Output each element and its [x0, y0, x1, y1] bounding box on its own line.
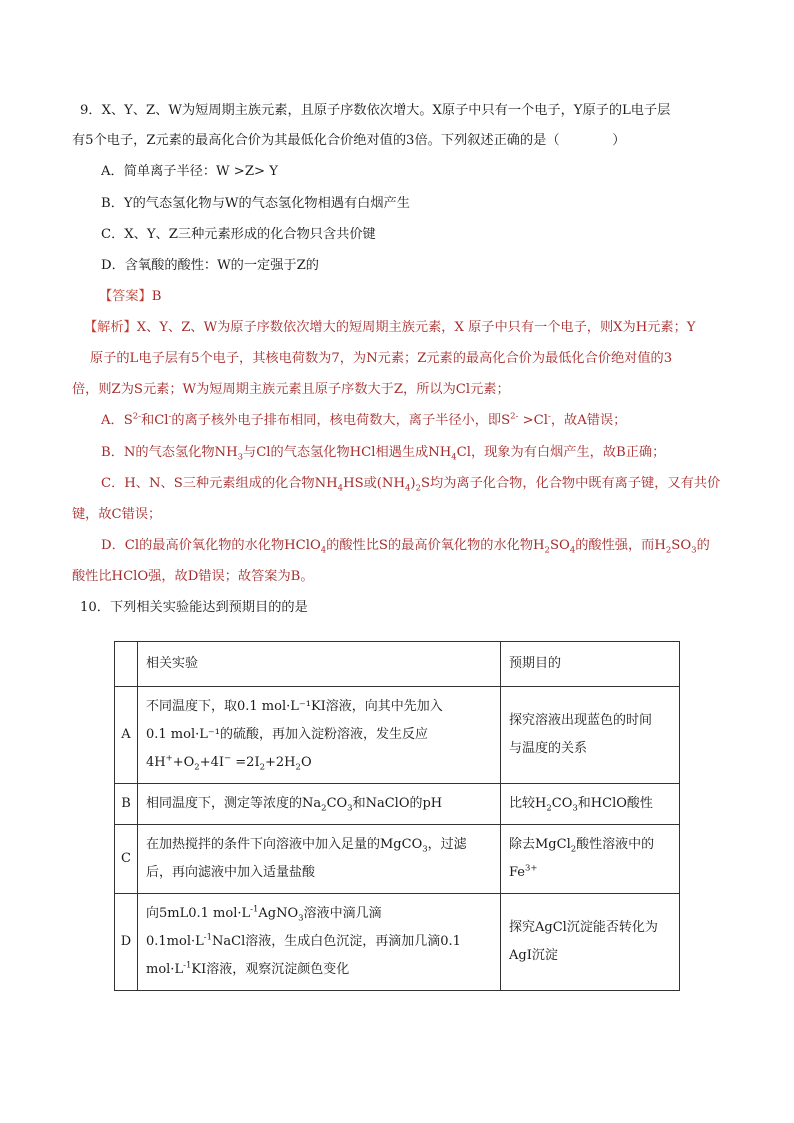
cell-line — [509, 859, 671, 887]
header-experiment-cell: 相关实验 — [138, 642, 501, 687]
superscript: + — [165, 753, 173, 764]
text-run: A．S — [101, 413, 133, 428]
analysis-option-d-line2: 酸性比HClO强，故D错误；故答案为B。 — [72, 569, 314, 584]
subscript: 3 — [347, 803, 353, 814]
q9-answer — [99, 287, 161, 307]
row-a-experiment — [138, 687, 501, 784]
subscript: 2 — [546, 803, 552, 814]
text-run: D．Cl的最高价氧化物的水化物HClO — [101, 538, 321, 553]
subscript: 4 — [320, 545, 327, 556]
answer-value: B — [151, 289, 162, 304]
analysis-label: 【解析】 — [84, 320, 137, 335]
table-row — [115, 687, 680, 784]
cell-line — [146, 900, 492, 928]
q10-stem: 10．下列相关实验能达到预期目的的是 — [80, 600, 308, 615]
eq-run: +4I — [199, 755, 225, 770]
q9-stem-line1: 9．X、Y、Z、W为短周期主族元素，且原子序数依次增大。X原子中只有一个电子，Y原子的L电子层 — [80, 103, 671, 118]
eq-run: O — [300, 755, 312, 770]
subscript: 4 — [337, 483, 344, 494]
cell-text: 和NaClO的pH — [352, 796, 443, 811]
table-header-row — [115, 642, 680, 687]
cell-text: 向5mL0.1 mol·L — [146, 906, 251, 921]
q9-stem-line2: 有5个电子，Z元素的最高化合价为其最低化合价绝对值的3倍。下列叙述正确的是（ ） — [72, 133, 626, 148]
q9-option-c: C．X、Y、Z三种元素形成的化合物只含共价键 — [101, 227, 376, 242]
superscript: 2- — [132, 411, 142, 422]
superscript: 2- — [510, 411, 519, 422]
reaction-equation — [146, 749, 492, 777]
cell-text: 探究溶液出现蓝色的时间 — [509, 713, 653, 728]
row-d-goal — [501, 894, 680, 991]
cell-text: 0.1mol·L — [146, 934, 204, 949]
cell-text: mol·L — [146, 962, 184, 977]
text-run: S均为离子化合物，化合物中既有离子键，又有共价 — [420, 476, 721, 491]
cell-text: 和HClO酸性 — [577, 796, 653, 811]
subscript: 2 — [194, 762, 200, 773]
subscript: 2 — [665, 545, 672, 556]
eq-run: =2I — [231, 755, 260, 770]
table-row — [115, 894, 680, 991]
row-b-experiment — [138, 784, 501, 825]
superscript: -1 — [250, 904, 259, 915]
table-row — [115, 784, 680, 825]
table-row — [115, 825, 680, 894]
superscript: -1 — [203, 932, 213, 943]
cell-text: CO — [326, 796, 348, 811]
cell-text: 酸性溶液中的 — [576, 837, 655, 852]
text-run: Cl，现象为有白烟产生，故B正确； — [456, 445, 666, 460]
cell-text: AgI沉淀 — [509, 948, 558, 963]
analysis-option-a — [101, 411, 626, 431]
q9-option-d: D．含氧酸的酸性：W的一定强于Z的 — [101, 258, 319, 273]
subscript: 3 — [298, 913, 304, 924]
row-key-c: C — [115, 825, 138, 894]
cell-text: 相同温度下，测定等浓度的Na — [146, 796, 322, 811]
header-key-cell — [115, 642, 138, 687]
row-c-experiment — [138, 825, 501, 894]
analysis-text: X、Y、Z、W为原子序数依次增大的短周期主族元素，X 原子中只有一个电子，则X为H元素；Y — [136, 320, 696, 335]
cell-text: NaCl溶液，生成白色沉淀，再滴加几滴0.1 — [212, 934, 461, 949]
row-key-b: B — [115, 784, 138, 825]
cell-line — [146, 928, 492, 956]
text-run: 的酸性比S的最高价氧化物的水化物H — [326, 538, 545, 553]
row-key-a: A — [115, 687, 138, 784]
superscript: − — [224, 753, 232, 764]
analysis-option-c-line2: 键，故C错误； — [72, 507, 162, 522]
q9-option-a: A．简单离子半径：W >Z> Y — [101, 164, 278, 179]
text-run: 的离子核外电子排布相同，核电荷数大，离子半径小，即S — [171, 413, 511, 428]
cell-text: 探究AgCl沉淀能否转化为 — [509, 920, 658, 935]
header-goal-cell: 预期目的 — [501, 642, 680, 687]
cell-text: 0.1 mol·L⁻¹的硫酸，再加入淀粉溶液，发生反应 — [146, 727, 428, 742]
cell-text: 后，再向滤液中加入适量盐酸 — [146, 865, 316, 880]
subscript: 2 — [415, 483, 421, 494]
text-run: C．H、N、S三种元素组成的化合物NH — [101, 476, 338, 491]
cell-text: AgNO — [258, 906, 299, 921]
cell-line — [146, 831, 492, 859]
subscript: 2 — [544, 545, 550, 556]
analysis-option-c — [101, 474, 720, 494]
experiment-table — [114, 641, 680, 991]
superscript: - — [547, 411, 551, 422]
subscript: 4 — [569, 545, 576, 556]
subscript: 3 — [572, 803, 578, 814]
subscript: 4 — [451, 452, 457, 463]
text-run: ，故A错误； — [550, 413, 627, 428]
subscript: 4 — [404, 483, 411, 494]
eq-run: +O — [172, 755, 195, 770]
eq-run: 4H — [146, 755, 166, 770]
row-b-goal — [501, 784, 680, 825]
cell-line — [146, 956, 492, 984]
cell-text: CO — [551, 796, 573, 811]
answer-label: 【答案】 — [99, 289, 152, 304]
superscript: 3+ — [525, 863, 538, 874]
text-run: 的 — [696, 538, 710, 553]
cell-text: 在加热搅拌的条件下向溶液中加入足量的MgCO — [146, 837, 423, 852]
text-run: >Cl — [518, 413, 548, 428]
analysis-line3: 倍，则Z为S元素；W为短周期主族元素且原子序数大于Z，所以为Cl元素； — [72, 382, 510, 397]
cell-text: Fe — [509, 865, 526, 880]
superscript: -1 — [183, 960, 192, 971]
row-c-goal — [501, 825, 680, 894]
analysis-option-b — [101, 443, 665, 463]
text-run: 与Cl的气态氢化物HCl相遇生成NH — [243, 445, 452, 460]
cell-line — [509, 831, 671, 859]
text-run: ) — [410, 476, 416, 491]
cell-text: 与温度的关系 — [509, 741, 588, 756]
subscript: 3 — [691, 545, 697, 556]
subscript: 2 — [321, 803, 327, 814]
eq-run: +2H — [265, 755, 296, 770]
subscript: 3 — [237, 452, 244, 463]
row-a-goal — [501, 687, 680, 784]
subscript: 2 — [295, 762, 301, 773]
subscript: 2 — [570, 844, 577, 855]
superscript: - — [168, 411, 172, 422]
cell-text: 除去MgCl — [509, 837, 571, 852]
subscript: 2 — [259, 762, 266, 773]
cell-text: 溶液中滴几滴 — [303, 906, 382, 921]
row-key-d: D — [115, 894, 138, 991]
subscript: 3 — [422, 844, 428, 855]
q9-option-b: B．Y的气态氢化物与W的气态氢化物相遇有白烟产生 — [101, 196, 410, 211]
cell-text: 不同温度下，取0.1 mol·L⁻¹KI溶液，向其中先加入 — [146, 699, 443, 714]
text-run: SO — [671, 538, 692, 553]
analysis-line2: 原子的L电子层有5个电子，其核电荷数为7，为N元素；Z元素的最高化合价为最低化合价绝对值的3 — [90, 351, 673, 366]
cell-text: 比较H — [509, 796, 547, 811]
cell-text: ，过滤 — [427, 837, 467, 852]
cell-text: KI溶液，观察沉淀颜色变化 — [191, 962, 350, 977]
text-run: HS或(NH — [343, 476, 405, 491]
analysis-line1 — [84, 318, 695, 338]
text-run: 的酸性强，而H — [575, 538, 666, 553]
text-run: B．N的气态氢化物NH — [101, 445, 238, 460]
text-run: SO — [549, 538, 570, 553]
row-d-experiment — [138, 894, 501, 991]
text-run: 和Cl — [141, 413, 169, 428]
analysis-option-d — [101, 536, 710, 556]
